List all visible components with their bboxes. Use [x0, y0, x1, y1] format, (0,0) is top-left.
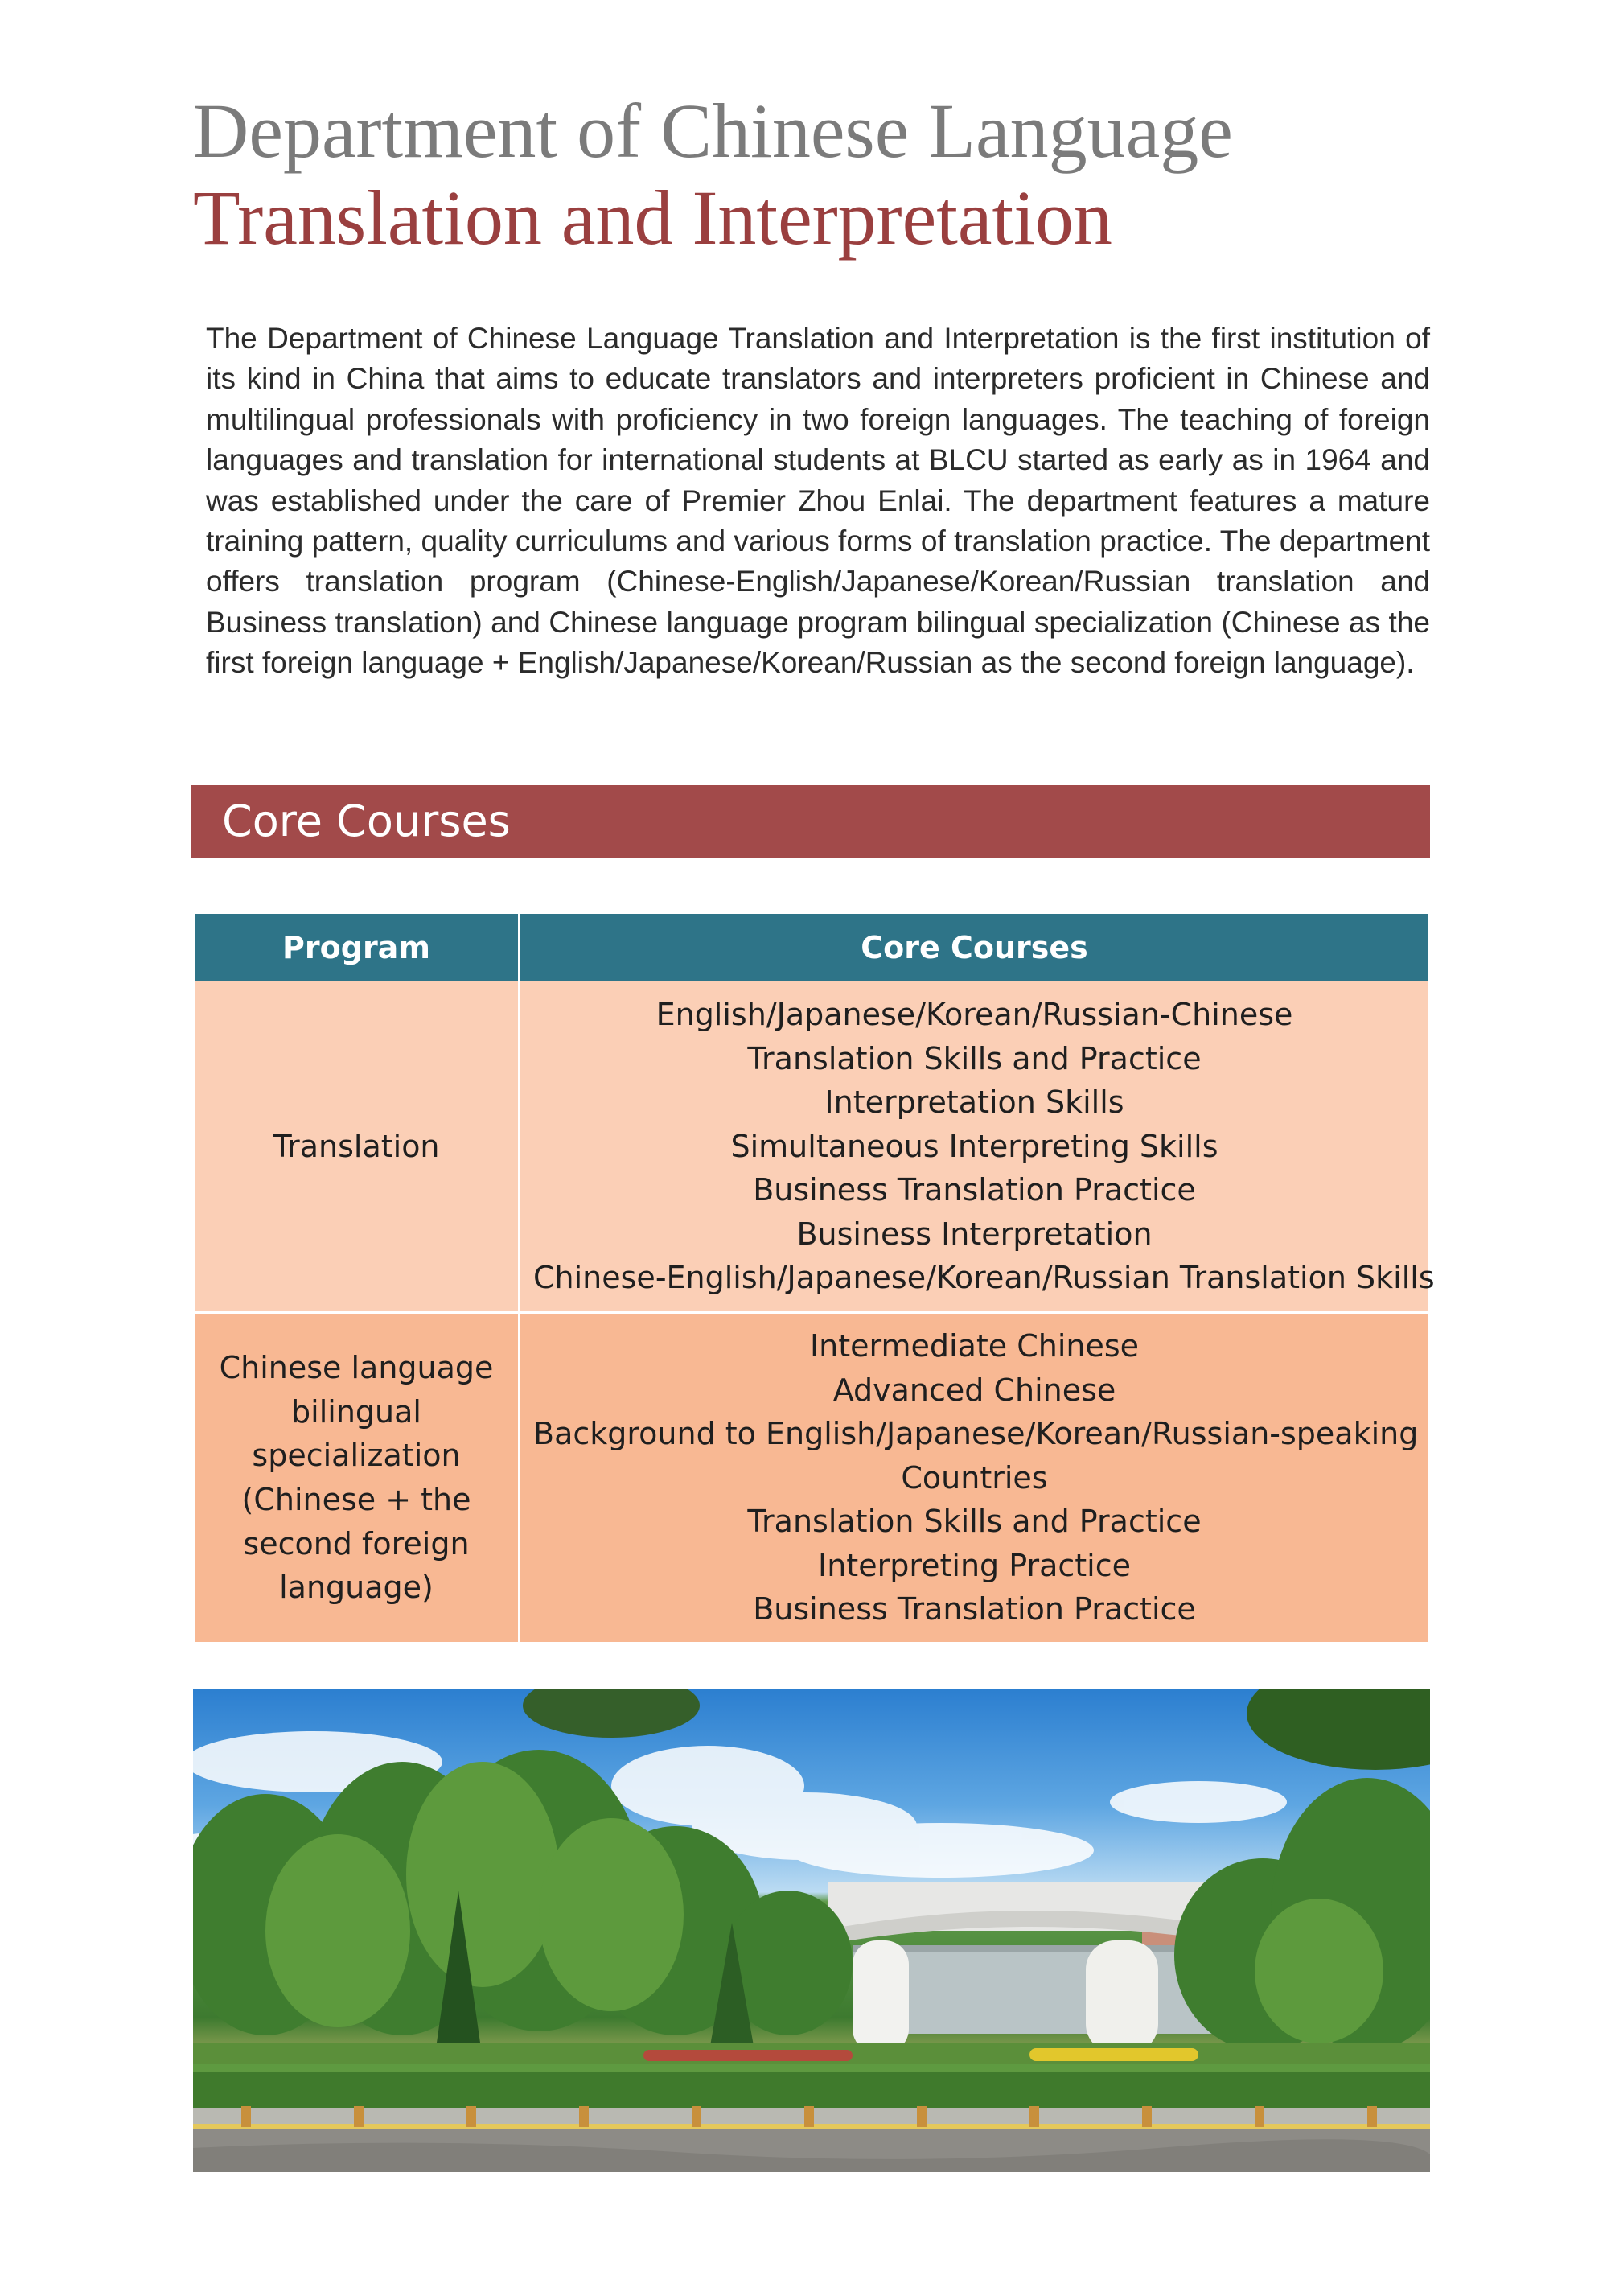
program-name: Translation — [273, 1128, 440, 1164]
core-courses-section-bar — [191, 785, 1430, 858]
courses-cell — [520, 1313, 1429, 1643]
course-item: Interpretation Skills — [824, 1084, 1124, 1121]
table-row-bilingual-specialization — [195, 1313, 1428, 1643]
program-name: Chinese language bilingual specialization (Chinese + the second foreign language) — [219, 1350, 494, 1606]
campus-photo — [193, 1689, 1430, 2172]
course-item: Business Interpretation — [796, 1216, 1153, 1252]
department-intro-paragraph: The Department of Chinese Language Translation and Interpretation is the first institution of its kind in China that aims to educate translators and interpreters proficient in Chinese and multilingual professionals with proficiency in two foreign languages. The teaching of foreign languages and translation for international students at BLCU started as early as in 1964 and was established under the care of Premier Zhou Enlai. The department features a mature training pattern, quality curriculums and various forms of translation practice. The department offers translation program (Chinese-English/Japanese/Korean/Russian translation and Business translation) and Chinese language program bilingual specialization (Chinese as the first foreign language + English/Japanese/Korean/Russian as the second foreign language). — [206, 322, 1430, 680]
page-title-line-2: Translation and Interpretation — [193, 175, 1112, 261]
course-item: Background to English/Japanese/Korean/Russian-speaking — [533, 1416, 1419, 1452]
core-courses-table — [195, 914, 1435, 1642]
course-item: English/Japanese/Korean/Russian-Chinese — [655, 996, 1293, 1032]
campus-photo-illustration — [193, 1689, 1430, 2172]
course-item: Countries — [901, 1459, 1048, 1496]
program-cell — [195, 981, 520, 1313]
course-item: Simultaneous Interpreting Skills — [730, 1128, 1218, 1164]
table-header-row — [195, 914, 1428, 981]
program-cell — [195, 1313, 520, 1643]
course-item: Advanced Chinese — [832, 1372, 1116, 1408]
table-row-translation — [195, 981, 1428, 1313]
course-item: Translation Skills and Practice — [747, 1504, 1202, 1540]
section-title: Core Courses — [222, 796, 511, 846]
course-item: Intermediate Chinese — [809, 1327, 1140, 1364]
course-item: Chinese-English/Japanese/Korean/Russian Translation Skills — [533, 1260, 1435, 1296]
header-core-courses: Core Courses — [520, 914, 1429, 981]
header-program: Program — [195, 914, 520, 981]
course-item: Business Translation Practice — [753, 1591, 1196, 1627]
course-item: Interpreting Practice — [818, 1547, 1131, 1583]
course-item: Translation Skills and Practice — [747, 1040, 1202, 1076]
courses-cell — [520, 981, 1435, 1313]
page-title-line-1: Department of Chinese Language — [193, 88, 1233, 174]
course-item: Business Translation Practice — [753, 1172, 1196, 1208]
